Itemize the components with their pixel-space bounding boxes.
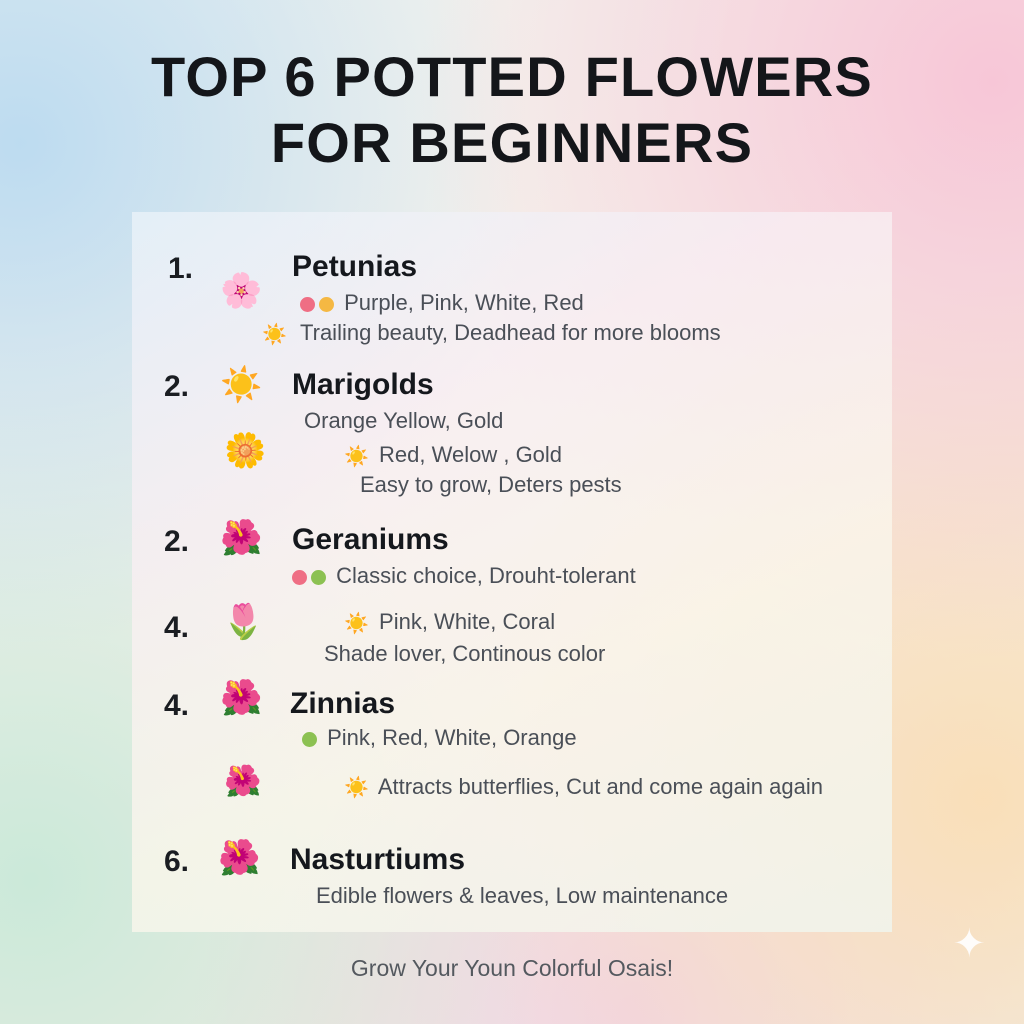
list-item-title: Nasturtiums [290, 843, 466, 876]
flower-leaf-icon: 🌺 [220, 679, 263, 717]
list-item-tips [292, 563, 636, 589]
blossom-icon: 🌺 [224, 765, 262, 798]
list-item-tips: Edible flowers & leaves, Low maintenance [316, 883, 729, 908]
list-item-colors-text: Pink, White, Coral [379, 609, 556, 634]
list-item-number: 4. [164, 689, 190, 722]
pink-dot [292, 570, 307, 585]
list-item-number: 4. [164, 611, 190, 644]
tulip-icon: 🌷 [222, 603, 265, 641]
sparkle-icon: ✦ [952, 922, 986, 966]
list-item-title: Petunias [292, 250, 418, 283]
list-item-number: 6. [164, 845, 190, 878]
green-dot [311, 570, 326, 585]
list-item-tips: Shade lover, Continous color [324, 641, 606, 666]
list-item-tips-text: Attracts butterflies, Cut and come again again [377, 774, 823, 799]
flower-pink-icon: 🌸 [220, 272, 263, 310]
footer-tagline: Grow Your Youn Colorful Osais! [350, 955, 674, 981]
list-item-tips [262, 320, 721, 346]
list-item-number: 2. [164, 370, 190, 403]
flower-red-icon: 🌺 [220, 519, 263, 557]
page-title [0, 44, 1024, 176]
list-item-colors-text: Pink, Red, White, Orange [327, 725, 577, 750]
daisy-icon: 🌼 [224, 432, 267, 470]
pink-dot [300, 297, 315, 312]
list-item-colors [300, 290, 584, 316]
list-item-title: Zinnias [290, 687, 396, 720]
green-dot [302, 732, 317, 747]
list-item-number: 1. [168, 252, 194, 285]
list-card [132, 212, 892, 932]
sun-icon: ☀️ [344, 445, 369, 468]
list-item-tips [344, 773, 844, 801]
list-item-colors [344, 609, 555, 636]
list-item-colors-2 [344, 442, 562, 469]
list-item-colors-2-text: Red, Welow , Gold [379, 442, 563, 467]
sun-icon: ☀️ [262, 324, 287, 346]
sun-icon: ☀️ [344, 612, 369, 635]
list-item-number: 2. [164, 525, 190, 558]
list-item-title: Marigolds [292, 368, 434, 401]
list-item-tips-text: Classic choice, Drouht-tolerant [336, 563, 636, 588]
list-item-colors [302, 725, 577, 751]
orange-dot [319, 297, 334, 312]
rosette-icon: 🌺 [218, 839, 261, 877]
title-line-2: FOR BEGINNERS [270, 111, 754, 175]
list-item-colors-text: Purple, Pink, White, Red [344, 290, 584, 315]
list-item-tips-text: Trailing beauty, Deadhead for more blooms [300, 320, 721, 345]
sun-icon: ☀️ [220, 366, 263, 404]
list-item-title: Geraniums [292, 523, 449, 556]
sun-icon: ☀️ [344, 776, 369, 799]
list-item-colors: Orange Yellow, Gold [304, 408, 504, 433]
list-item-tips: Easy to grow, Deters pests [360, 472, 622, 497]
title-line-1: TOP 6 POTTED FLOWERS [150, 45, 873, 108]
